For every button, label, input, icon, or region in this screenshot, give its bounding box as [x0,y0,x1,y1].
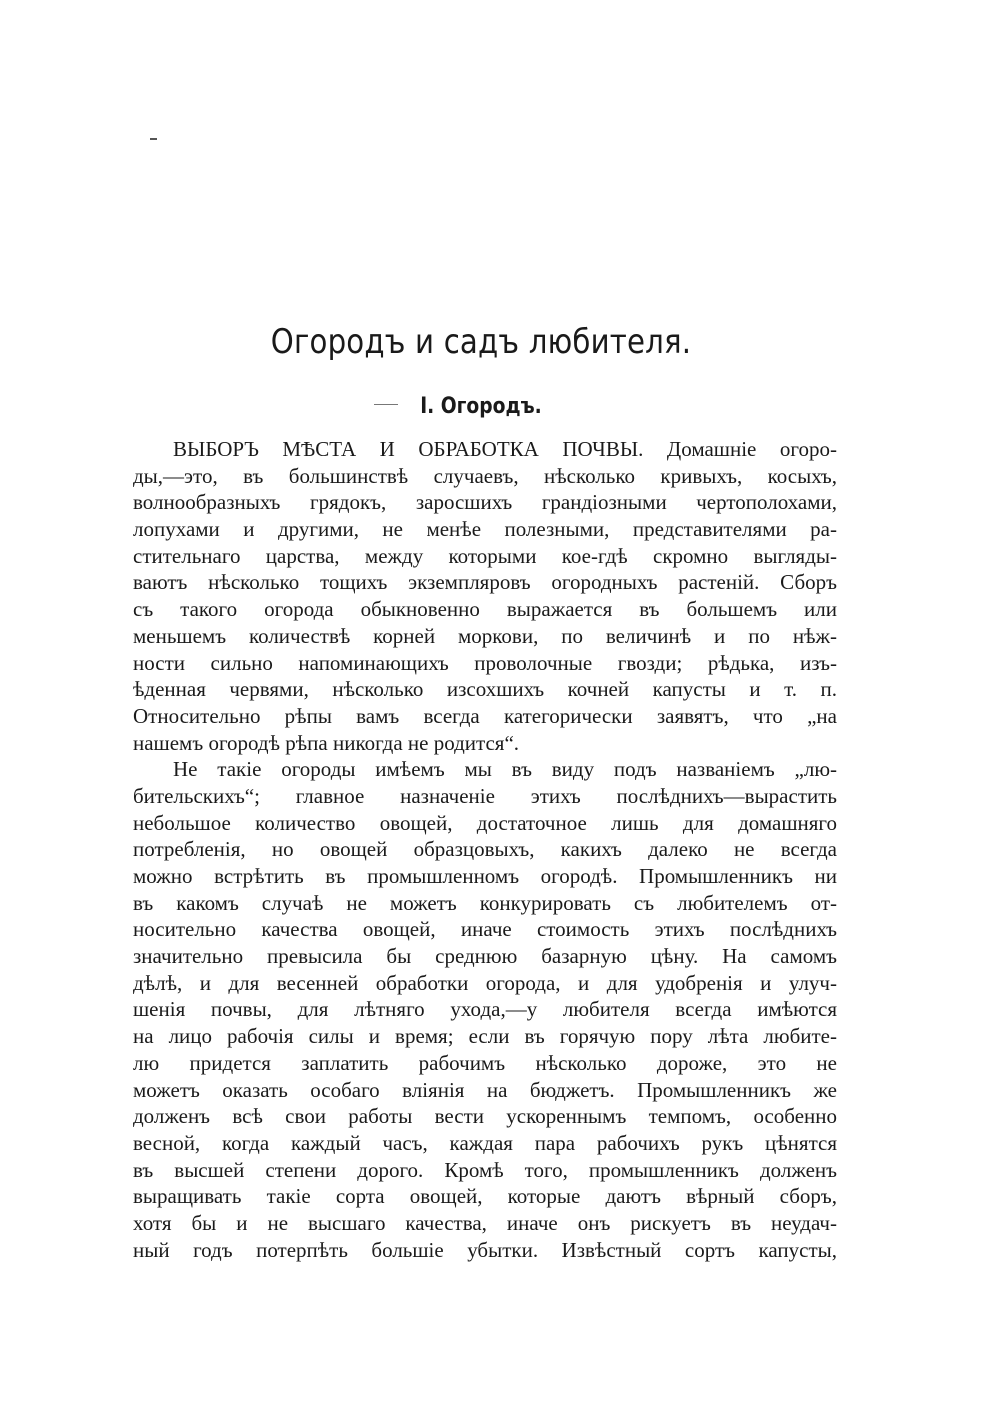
text-line: можно встрѣтить въ промышленномъ огородѣ. Промышленникъ ни [133,864,837,888]
text-line: выращивать такіе сорта овощей, которые даютъ вѣрный сборъ, [133,1184,837,1209]
text-line: бительскихъ“; главное назначеніе этихъ послѣднихъ—вырастить [133,783,837,808]
text-line: меньшемъ количествѣ корней моркови, по величинѣ и по нѣж- [133,623,837,648]
text-line: волнообразныхъ грядокъ, заросшихъ грандіозными чертополохами, [133,490,837,515]
print-speck [150,138,157,140]
text-line: на лицо рабочія силы и время; если въ горячую пору лѣта любите- [133,1024,837,1049]
text-line: ный годъ потерпѣть большіе убытки. Извѣстный сортъ капусты, [133,1237,837,1262]
text-line: ности сильно напоминающихъ проволочные гвозди; рѣдька, изъ- [133,650,837,675]
text-line: въ высшей степени дорого. Кромѣ того, промышленникъ долженъ [133,1157,837,1182]
text-line: хотя бы и не высшаго качества, иначе онъ рискуетъ въ неудач- [133,1210,837,1235]
text-line: дѣлѣ, и для весенней обработки огорода, и для удобренія и улуч- [133,970,837,995]
text-line: стительнаго царства, между которыми кое-гдѣ скромно выгляды- [133,543,837,568]
page-title: Огородъ и садъ любителя. [270,322,692,362]
text-line: можетъ оказать особаго вліянія на бюджетъ. Промышленникъ же [133,1077,837,1102]
text-line: ВЫБОРЪ МѢСТА И ОБРАБОТКА ПОЧВЫ. Домашніе огоро- [173,437,837,461]
text-line: потребленія, но овощей образцовыхъ, какихъ далеко не всегда [133,837,837,862]
text-line: лю придется заплатить рабочимъ нѣсколько дороже, это не [133,1050,837,1075]
text-line: значительно превысила бы среднюю базарную цѣну. На самомъ [133,944,837,969]
text-line: шенія почвы, для лѣтняго ухода,—у любителя всегда имѣются [133,997,837,1022]
text-line: долженъ всѣ свои работы вести ускореннымъ темпомъ, особенно [133,1104,837,1129]
text-line: Относительно рѣпы вамъ всегда категорически заявятъ, что „на [133,703,837,728]
body-text [133,436,837,1263]
text-line: небольшое количество овощей, достаточное лишь для домашняго [133,810,837,835]
text-line: лопухами и другими, не менѣе полезными, представителями ра- [133,517,837,542]
text-line: ѣденная червями, нѣсколько изсохшихъ кочней капусты и т. п. [133,677,837,702]
text-line: ваютъ нѣсколько тощихъ экземпляровъ огородныхъ растеній. Сборъ [133,570,837,595]
text-line: нашемъ огородѣ рѣпа никогда не родится“. [133,730,520,755]
text-line: носительно качества овощей, иначе стоимость этихъ послѣднихъ [133,917,837,942]
text-line: ды,—это, въ большинствѣ случаевъ, нѣсколько кривыхъ, косыхъ, [133,463,837,488]
text-line: съ такого огорода обыкновенно выражается въ большемъ или [133,597,837,622]
text-line: весной, когда каждый часъ, каждая пара рабочихъ рукъ цѣнятся [133,1130,837,1155]
text-line: въ какомъ случаѣ не можетъ конкурировать съ любителемъ от- [133,890,837,915]
section-heading: I. Огородъ. [420,394,542,419]
text-line: Не такіе огороды имѣемъ мы въ виду подъ названіемъ „лю- [173,757,837,782]
